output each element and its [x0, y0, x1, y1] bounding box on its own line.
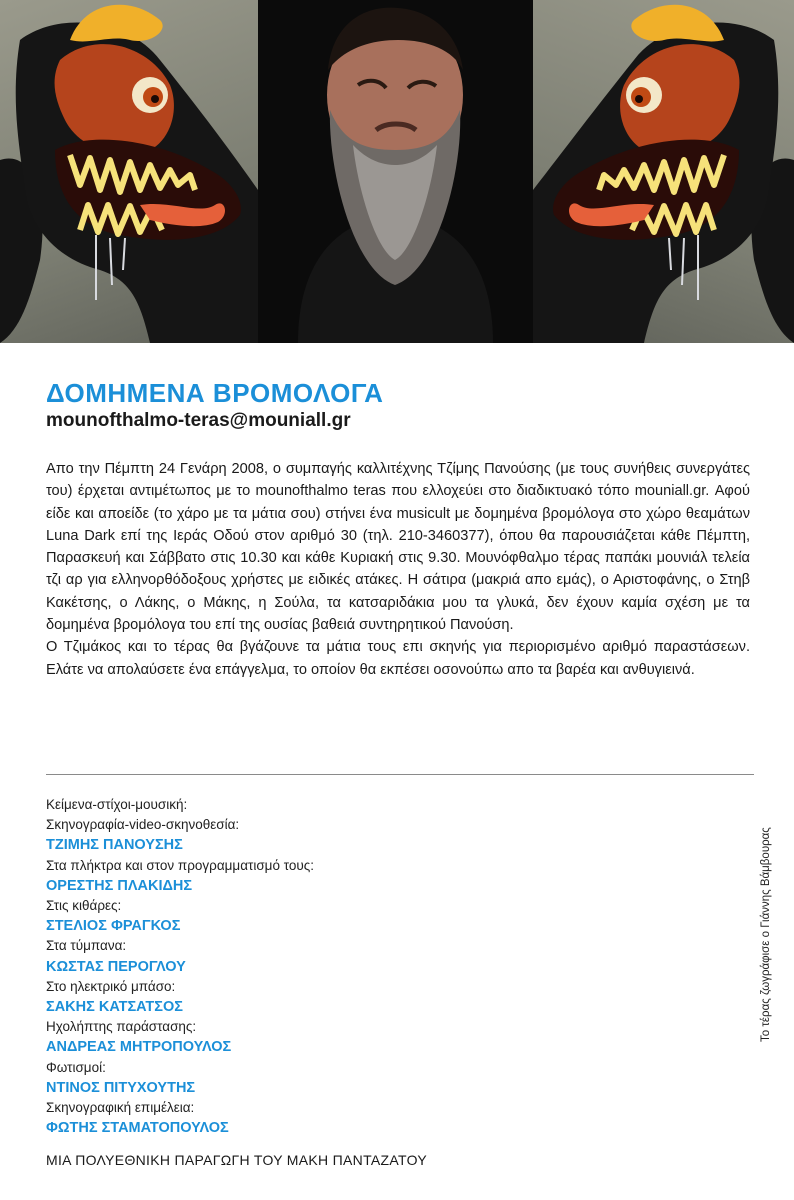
illustration-credit: Το τέρας ζωγράφισε ο Γιάννης Βάμβουρας — [760, 827, 772, 1042]
credit-role: Κείμενα-στίχοι-μουσική: — [46, 797, 188, 812]
page-title: ΔΟΜΗΜΕΝΑ ΒΡΟΜΟΛΟΓΑ — [46, 378, 384, 408]
performer-portrait — [258, 0, 533, 343]
credit-role: Σκηνογραφία-video-σκηνοθεσία: — [46, 817, 240, 833]
credit-name: ΑΝΔΡΕΑΣ ΜΗΤΡΟΠΟΥΛΟΣ — [46, 1039, 232, 1056]
credit-role: Σκηνογραφική επιμέλεια: — [46, 1100, 195, 1116]
credit-role: Στα πλήκτρα και στον προγραμματισμό τους: — [46, 857, 314, 873]
credit-name: ΣΤΕΛΙΟΣ ΦΡΑΓΚΟΣ — [46, 918, 181, 935]
credit-name: ΚΩΣΤΑΣ ΠΕΡΟΓΛΟΥ — [46, 958, 186, 975]
header-banner — [0, 0, 794, 343]
description-text — [46, 458, 750, 681]
monster-illustration-right — [533, 0, 794, 343]
description-paragraph: Απο την Πέμπτη 24 Γενάρη 2008, ο συμπαγής καλλιτέχνης Τζίμης Πανούσης (με τους συνήθεις συνεργάτες του) έρχεται αντιμέτωπος με το mounofthalmo teras που ελλοχεύει στο διαδικτυακό τόπο mouniall.gr. Αφού είδε και αποείδε (το χάρο με τα μάτια σου) στήνει ένα musicult με δομημένα βρομόλογα στο χώρο θεαμάτων Luna Dark επί της Ιεράς Οδού στον αριθμό 30 (τηλ. 210-3460377), όπου θα παρουσιάζεται κάθε Πέμπτη, Παρασκευή και Σάββατο στις 10.30 και κάθε Κυριακή στις 9.30. Μουνόφθαλμο τέρας παπάκι μουνιάλ τελεία τζι αρ για ελληνορθόδοξους χρήστες με ειδικές ατάκες. Η σάτιρα (μακριά απο εμάς), ο Αριστοφάνης, ο Στηβ Κακέτσης, ο Λάκης, ο Μάκης, η Σούλα, τα κατσαριδάκια μου τα γλυκά, δεν έχουν καμία σχέση με τα δομημένα βρομόλογα του επί της ουσίας βαθειά συντηρητικού Πανούση. — [46, 461, 750, 634]
credit-name: ΦΩΤΗΣ ΣΤΑΜΑΤΟΠΟΥΛΟΣ — [46, 1120, 229, 1137]
description-paragraph: Ο Τζιμάκος και το τέρας θα βγάζουνε τα μάτια τους επι σκηνής για περιορισμένο αριθμό παραστάσεων. Ελάτε να απολαύσετε ένα επάγγελμα, το οποίον θα εκπέσει οσονούπω απο τα βαρέα και ανθυγιεινά. — [46, 639, 750, 678]
credit-name: ΝΤΙΝΟΣ ΠΙΤΥΧΟΥΤΗΣ — [46, 1079, 196, 1096]
monster-illustration-left — [0, 0, 258, 343]
credit-name: ΣΑΚΗΣ ΚΑΤΣΑΤΣΟΣ — [46, 999, 183, 1016]
credits-list — [46, 795, 686, 1138]
credit-name: ΟΡΕΣΤΗΣ ΠΛΑΚΙΔΗΣ — [46, 877, 193, 894]
credit-role: Στις κιθάρες: — [46, 898, 122, 914]
production-credit: ΜΙΑ ΠΟΛΥΕΘΝΙΚΗ ΠΑΡΑΓΩΓΗ ΤΟΥ ΜΑΚΗ ΠΑΝΤΑΖΑΤΟΥ — [46, 1152, 427, 1168]
credit-role: Στο ηλεκτρικό μπάσο: — [46, 978, 176, 994]
section-divider — [46, 774, 754, 775]
credit-role: Ηχολήπτης παράστασης: — [46, 1019, 197, 1035]
credit-name: ΤΖΙΜΗΣ ΠΑΝΟΥΣΗΣ — [46, 837, 183, 854]
credit-role: Στα τύμπανα: — [46, 938, 127, 954]
credit-role: Φωτισμοί: — [46, 1059, 106, 1075]
contact-email: mounofthalmo-teras@mouniall.gr — [46, 410, 351, 431]
